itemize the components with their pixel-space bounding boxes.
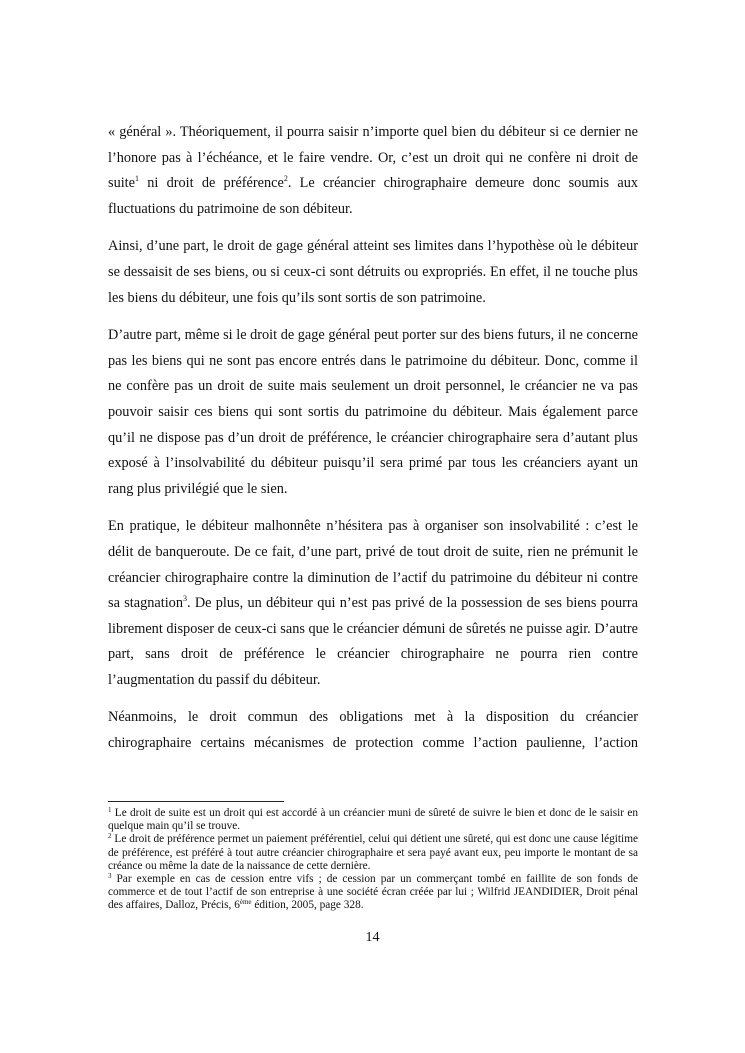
footnote-number: 1 [108,806,112,814]
ordinal-suffix: ème [239,898,252,907]
footnote-3 [108,873,638,913]
body-text [108,120,638,769]
footnote-reference: 3 [182,594,187,604]
paragraph-2: Ainsi, d’une part, le droit de gage général atteint ses limites dans l’hypothèse où le débiteur se dessaisit de ses biens, ou si ceux-ci sont détruits ou expropriés. En effet, il ne touche plus les biens du débiteur, une fois qu’ils sont sortis de son patrimoine. [108,238,638,306]
paragraph-text: . Le créancier chirographaire demeure donc soumis aux fluctuations du patrimoine de son débiteur. [108,175,638,217]
footnotes [108,807,638,913]
paragraph-5: Néanmoins, le droit commun des obligations met à la disposition du créancier chirographaire certains mécanismes de protection comme l’action paulienne, l’action [108,709,638,752]
footnote-text: Le droit de préférence permet un paiement préférentiel, celui qui détient une sûreté, qui est donc une cause légitime de préférence, est préféré à tout autre créancier chirographaire et sera payé avant eux, peu importe le montant de sa créance ou même la date de la naissance de cette dernière. [108,833,638,872]
footnote-text: édition, 2005, page 328. [251,899,364,912]
footnote-reference: 1 [135,174,140,184]
footnote-reference: 2 [283,174,288,184]
footnote-text: Le droit de suite est un droit qui est accordé à un créancier muni de sûreté de suivre le bien et donc de le saisir en quelque main qu’il se trouve. [108,807,638,833]
paragraph-text: En pratique, le débiteur malhonnête n’hésitera pas à organiser son insolvabilité : c’est le délit de banqueroute. De ce fait, d’une part, privé de tout droit de suite, rien ne prémunit le créancier chirographaire contre la diminution de l’actif du patrimoine du débiteur ni contre sa stagnation [108,518,638,612]
footnote-2 [108,833,638,873]
paragraph-3: D’autre part, même si le droit de gage général peut porter sur des biens futurs, il ne concerne pas les biens qui ne sont pas encore entrés dans le patrimoine du débiteur. Donc, comme il ne confère pas un droit de suite mais seulement un droit personnel, le créancier ne va pas pouvoir saisir ces biens qui sont sortis du patrimoine du débiteur. Mais également parce qu’il ne dispose pas d’un droit de préférence, le créancier chirographaire sera d’autant plus exposé à l’insolvabilité du débiteur puisqu’il sera primé par tous les créanciers ayant un rang plus privilégié que le sien. [108,327,638,497]
paragraph-1 [108,120,638,222]
paragraph-text: ni droit de préférence [139,175,284,192]
footnote-number: 3 [108,872,112,881]
footnote-number: 2 [108,832,112,841]
footnote-separator [108,801,284,802]
paragraph-4 [108,514,638,693]
footnote-text: Par exemple en cas de cession entre vifs ; de cession par un commerçant tombé en faillite de son fonds de commerce et de tout l’actif de son entreprise à une société écran créée par lui ; Wilfrid JEANDIDIER, Droit pénal des affaires, Dalloz, Précis, 6 [108,873,638,912]
paragraph-text: . De plus, un débiteur qui n’est pas privé de la possession de ses biens pourra librement disposer de ceux-ci sans que le créancier démuni de sûretés ne puisse agir. D’autre part, sans droit de préférence le créancier chirographaire ne pourra rien contre l’augmentation du passif du débiteur. [108,595,638,688]
footnote-1 [108,807,638,833]
page-number: 14 [365,930,380,945]
paragraph-text: « général ». Théoriquement, il pourra saisir n’importe quel bien du débiteur si ce dernier ne l’honore pas à l’échéance, et le faire vendre. Or, c’est un droit qui ne confère ni droit de suite [108,124,638,192]
